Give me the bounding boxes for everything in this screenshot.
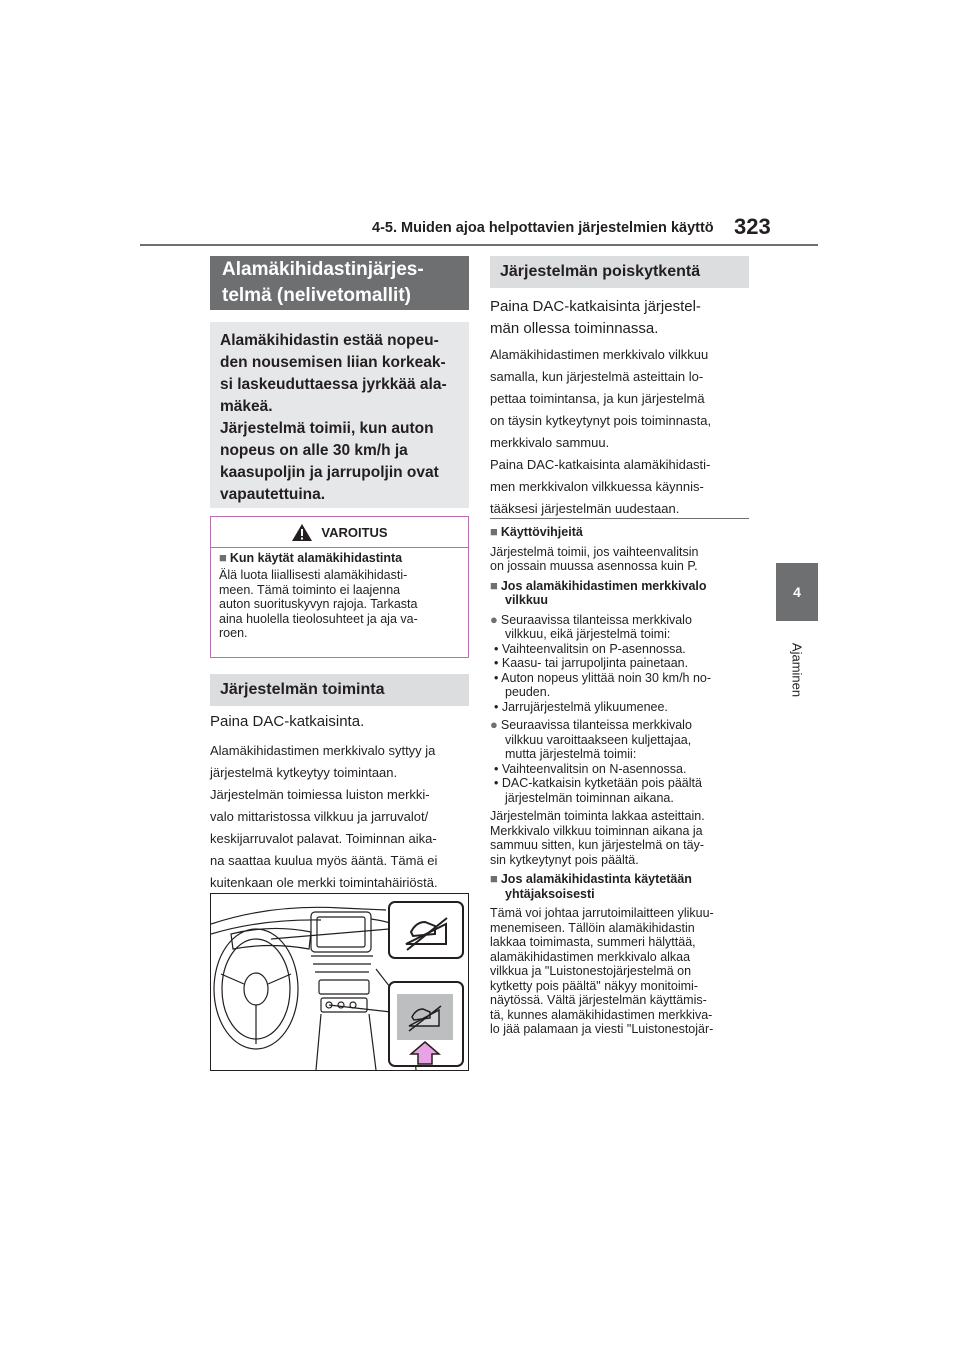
operation-lead: Paina DAC-katkaisinta. <box>210 713 365 730</box>
intro-line: kaasupoljin ja jarrupoljin ovat <box>220 464 439 481</box>
text-line: mutta järjestelmä toimii: <box>505 747 637 761</box>
list-item-text: Kaasu- tai jarrupoljinta painetaan. <box>501 656 689 670</box>
deactivation-lead <box>490 296 752 340</box>
square-bullet-icon: ■ <box>490 524 498 539</box>
circle-bullet-icon: ● <box>490 717 498 732</box>
tip-title <box>490 525 752 540</box>
list-item: • Jarrujärjestelmä ylikuumenee. <box>494 699 668 714</box>
section-heading-operation: Järjestelmän toiminta <box>210 674 469 706</box>
square-bullet-icon: ■ <box>490 871 498 886</box>
warning-box <box>210 516 469 658</box>
square-bullet-icon: ■ <box>219 550 227 565</box>
tip-circle-item <box>490 613 752 642</box>
text-line: pettaa toimintansa, ja kun järjestelmä <box>490 391 705 406</box>
list-item: • DAC-katkaisin kytketään pois päältä järjestelmän toiminnan aikana. <box>494 776 702 805</box>
text-line: Seuraavissa tilanteissa merkkivalo <box>500 612 692 627</box>
text-line: Järjestelmän toimiessa luiston merkki- <box>210 787 430 802</box>
warning-header <box>211 517 468 548</box>
warning-title-text: Kun käytät alamäkihidastinta <box>229 551 403 565</box>
list-item: • Vaihteenvalitsin on N-asennossa. <box>494 761 687 776</box>
intro-line: mäkeä. <box>220 398 273 415</box>
text-line: Seuraavissa tilanteissa merkkivalo <box>500 718 692 732</box>
tip-circle-item <box>490 718 752 762</box>
list-item-text: Vaihteenvalitsin on N-asennossa. <box>501 761 687 776</box>
warning-line: auton suorituskyvyn rajoja. Tarkasta <box>219 597 418 611</box>
square-bullet-icon: ■ <box>490 577 498 593</box>
text-line: vilkkuu, eikä järjestelmä toimi: <box>505 627 671 641</box>
text-line: lo jää palamaan ja viesti "Luistonestojär- <box>490 1022 714 1036</box>
bullet-list <box>490 762 752 806</box>
intro-line: nopeus on alle 30 km/h ja <box>220 442 408 459</box>
tip-title-text: vilkkuu <box>505 593 549 607</box>
text-line: sin kytkeytynyt pois päältä. <box>490 852 639 867</box>
list-item-text: Auton nopeus ylittää noin 30 km/h no- peuden. <box>501 670 712 699</box>
warning-title <box>219 550 402 565</box>
text-line: Paina DAC-katkaisinta alamäkihidasti- <box>490 457 711 472</box>
intro-line: si laskeuduttaessa jyrkkää ala- <box>220 376 447 393</box>
list-item-text: Jarrujärjestelmä ylikuumenee. <box>501 699 668 714</box>
operation-paragraph-1 <box>210 740 472 784</box>
chapter-label-container <box>777 630 817 710</box>
text-line: na saattaa kuulua myös ääntä. Tämä ei <box>210 853 438 868</box>
tip-title-text: Jos alamäkihidastimen merkkivalo <box>500 578 707 593</box>
text-line: Alamäkihidastimen merkkivalo syttyy ja <box>210 743 436 758</box>
running-header: 4-5. Muiden ajoa helpottavien järjestelmien käyttö <box>372 220 714 236</box>
page-number: 323 <box>734 214 771 239</box>
warning-triangle-icon <box>291 523 313 542</box>
text-line: merkkivalo sammuu. <box>490 435 610 450</box>
tip-title-text: Käyttövihjeitä <box>500 525 583 539</box>
intro-line: Alamäkihidastin estää nopeu- <box>220 332 439 349</box>
tip-title <box>490 579 752 608</box>
warning-line: roen. <box>219 626 248 640</box>
text-line: Paina DAC-katkaisinta järjestel- <box>490 298 701 315</box>
dashboard-illustration <box>210 893 469 1071</box>
intro-box <box>210 322 469 508</box>
text-line: vilkkua ja "Luistonestojärjestelmä on <box>490 964 692 978</box>
list-item-text: Vaihteenvalitsin on P-asennossa. <box>501 641 686 656</box>
tip-title-text: Jos alamäkihidastinta käytetään <box>500 872 692 886</box>
tip-paragraph <box>490 809 752 867</box>
deactivation-paragraph <box>490 344 752 520</box>
warning-line: meen. Tämä toiminto ei laajenna <box>219 582 401 597</box>
tip-paragraph <box>490 545 752 574</box>
section-heading-downhill-assist <box>210 256 469 310</box>
operation-paragraph-2 <box>210 784 472 894</box>
text-line: järjestelmä kytkeytyy toimintaan. <box>210 765 398 780</box>
text-line: on jossain muussa asennossa kuin P. <box>490 559 698 573</box>
text-line: samalla, kun järjestelmä asteittain lo- <box>490 369 704 384</box>
heading-line: telmä (nelivetomallit) <box>222 285 411 306</box>
bullet-list <box>490 642 752 715</box>
warning-label: VAROITUS <box>321 524 388 540</box>
text-line: näytössä. Vältä järjestelmän käyttämis- <box>490 993 707 1007</box>
text-line: menemiseen. Tällöin alamäkihidastin <box>490 920 695 935</box>
warning-text <box>219 568 461 641</box>
tip-title <box>490 872 752 901</box>
tip-title-text: yhtäjaksoisesti <box>505 886 595 901</box>
chapter-label: Ajaminen <box>789 642 805 698</box>
chapter-tab: 4 <box>776 563 818 621</box>
tip-paragraph <box>490 906 752 1037</box>
text-line: Alamäkihidastimen merkkivalo vilkkuu <box>490 347 709 362</box>
list-item: • Kaasu- tai jarrupoljinta painetaan. <box>494 656 689 670</box>
header-divider <box>140 244 818 246</box>
text-line: keskijarruvalot palavat. Toiminnan aika- <box>210 831 437 846</box>
heading-line: Alamäkihidastinjärjes- <box>222 259 424 280</box>
intro-line: den nousemisen liian korkeak- <box>220 354 446 371</box>
text-line: Järjestelmän toiminta lakkaa asteittain. <box>490 809 705 823</box>
text-line: Tämä voi johtaa jarrutoimilaitteen ylikuu- <box>490 906 714 920</box>
text-line: vilkkuu varoittaakseen kuljettajaa, <box>505 732 692 747</box>
text-line: Merkkivalo vilkkuu toiminnan aikana ja <box>490 823 703 838</box>
intro-line: vapautettuina. <box>220 486 326 503</box>
text-line: lakkaa toimimasta, summeri hälyttää, <box>490 935 696 949</box>
text-line: tääksesi järjestelmän uudestaan. <box>490 501 680 516</box>
text-line: kuitenkaan ole merkki toimintahäiriöstä. <box>210 875 438 890</box>
text-line: Järjestelmä toimii, jos vaihteenvalitsin <box>490 544 699 559</box>
warning-line: Älä luota liiallisesti alamäkihidasti- <box>219 568 408 582</box>
tips-divider <box>490 518 749 519</box>
text-line: on täysin kytkeytynyt pois toiminnasta, <box>490 413 712 428</box>
text-line: män ollessa toiminnassa. <box>490 320 659 337</box>
text-line: alamäkihidastimen merkkivalo alkaa <box>490 949 691 964</box>
text-line: valo mittaristossa vilkkuu ja jarruvalot/ <box>210 809 429 824</box>
text-line: kytketty pois päältä" näkyy monitoimi- <box>490 978 698 993</box>
circle-bullet-icon: ● <box>490 611 498 627</box>
text-line: tä, kunnes alamäkihidastimen merkkiva- <box>490 1007 713 1022</box>
list-item: • Auton nopeus ylittää noin 30 km/h no- peuden. <box>494 670 712 699</box>
dashboard-drawing <box>211 894 468 1070</box>
text-line: men merkkivalon vilkkuessa käynnis- <box>490 479 704 494</box>
list-item-text: DAC-katkaisin kytketään pois päältä järjestelmän toiminnan aikana. <box>501 776 702 805</box>
list-item: • Vaihteenvalitsin on P-asennossa. <box>494 641 686 656</box>
intro-line: Järjestelmä toimii, kun auton <box>220 420 434 437</box>
warning-line: aina huolella tieolosuhteet ja aja va- <box>219 611 418 626</box>
section-heading-deactivation: Järjestelmän poiskytkentä <box>490 256 749 288</box>
tips-column <box>490 525 752 1042</box>
text-line: sammuu sitten, kun järjestelmä on täy- <box>490 838 704 852</box>
